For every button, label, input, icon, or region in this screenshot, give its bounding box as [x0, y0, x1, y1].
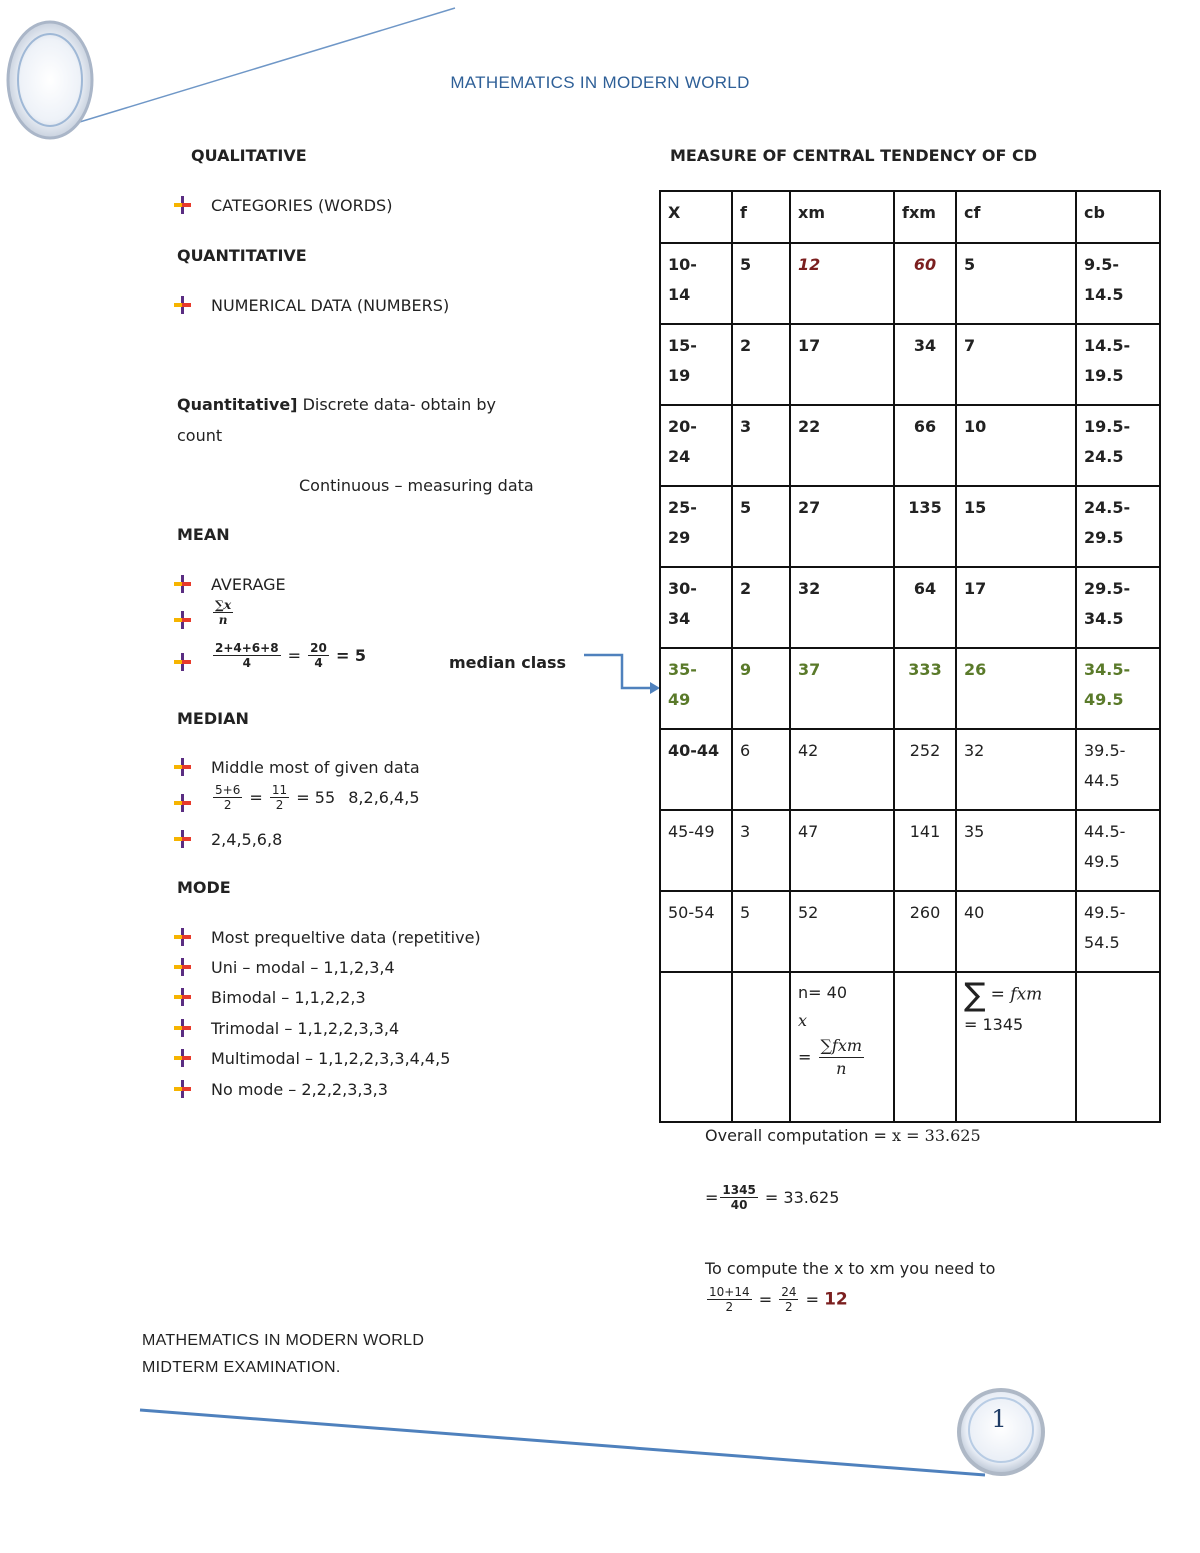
- bullet-icon: [172, 928, 194, 946]
- cell-cf: 15: [956, 486, 1076, 567]
- cell-cf: 5: [956, 243, 1076, 324]
- summary-sum-cell: [956, 972, 1076, 1122]
- bullet-icon: [172, 296, 194, 314]
- median-frac2-den: 2: [275, 798, 284, 812]
- bullet-icon: [172, 1019, 194, 1037]
- footer-line2: MIDTERM EXAMINATION.: [142, 1359, 341, 1376]
- median-class-label: median class: [449, 653, 567, 672]
- table-row: [660, 729, 1160, 810]
- calc-eq: =: [705, 1188, 719, 1207]
- cell-x: 50-54: [660, 891, 732, 972]
- cell-f: 2: [732, 567, 790, 648]
- mean-heading: MEAN: [177, 525, 230, 544]
- cell-f: 9: [732, 648, 790, 729]
- table-row: [660, 243, 1160, 324]
- compute-result: 12: [824, 1289, 848, 1310]
- summary-row: [660, 972, 1160, 1122]
- cell-x: 40-44: [660, 729, 732, 810]
- summary-frac-den: n: [836, 1059, 847, 1078]
- median-data: 8,2,6,4,5: [348, 788, 420, 807]
- table-row: [660, 891, 1160, 972]
- mean-formula-num: ∑x: [215, 598, 232, 612]
- cell-xm: 52: [790, 891, 894, 972]
- column-header: cf: [956, 191, 1076, 243]
- header-title: MATHEMATICS IN MODERN WORLD: [450, 73, 750, 92]
- quantitative-note-text: Discrete data- obtain by: [297, 395, 496, 414]
- cell-fxm: 60: [894, 243, 956, 324]
- cell-cf: 35: [956, 810, 1076, 891]
- bullet-icon: [172, 988, 194, 1006]
- overall-prefix: Overall computation =: [705, 1126, 893, 1145]
- cell-cf: 17: [956, 567, 1076, 648]
- summary-eq: =: [798, 1047, 812, 1067]
- median-frac1-num: 5+6: [215, 783, 241, 797]
- median-frac2-num: 11: [271, 783, 288, 797]
- table-row: [660, 567, 1160, 648]
- cell-cf: 26: [956, 648, 1076, 729]
- cell-f: 5: [732, 486, 790, 567]
- mean-example-num: 2+4+6+8: [215, 641, 279, 655]
- cell-x: 10- 14: [660, 243, 732, 324]
- summary-empty-cell: [1076, 972, 1160, 1122]
- cell-f: 5: [732, 891, 790, 972]
- summary-mean-formula: [798, 1035, 886, 1080]
- bullet-icon: [172, 575, 194, 593]
- continuous-note: Continuous – measuring data: [299, 476, 534, 495]
- median-heading: MEDIAN: [177, 709, 249, 728]
- summary-x: x: [798, 1011, 808, 1030]
- median-class-row: [660, 648, 1160, 729]
- mean-example: $\frac{2+4+6+8}{4}$ = $\frac{20}{4}$ = 5: [215, 641, 367, 670]
- page-number-badge: [955, 1386, 1049, 1480]
- column-header: cb: [1076, 191, 1160, 243]
- mean-example-num2: 20: [310, 641, 327, 655]
- cell-x: 15- 19: [660, 324, 732, 405]
- cell-fxm: 64: [894, 567, 956, 648]
- table-title: MEASURE OF CENTRAL TENDENCY OF CD: [670, 146, 1037, 165]
- cell-f: 5: [732, 243, 790, 324]
- compute-example: $\frac{10+14}{2}$ = $\frac{24}{2}$ = 12: [709, 1285, 848, 1314]
- cell-fxm: 260: [894, 891, 956, 972]
- bullet-icon: [172, 653, 194, 671]
- bullet-icon: [172, 830, 194, 848]
- cell-f: 3: [732, 810, 790, 891]
- cell-fxm: 66: [894, 405, 956, 486]
- quantitative-note-label: Quantitative]: [177, 395, 298, 414]
- mode-item: Uni – modal – 1,1,2,3,4: [211, 958, 395, 977]
- table-row: [660, 324, 1160, 405]
- column-header: xm: [790, 191, 894, 243]
- cell-fxm: 34: [894, 324, 956, 405]
- calc-num: 1345: [722, 1183, 756, 1197]
- cell-xm: 12: [790, 243, 894, 324]
- mode-heading: MODE: [177, 878, 231, 897]
- sigma-icon: ∑: [964, 975, 986, 1014]
- table-row: [660, 486, 1160, 567]
- cell-x: 25- 29: [660, 486, 732, 567]
- summary-sigma-line: [964, 975, 1068, 1014]
- column-header: X: [660, 191, 732, 243]
- compute-num: 10+14: [709, 1285, 750, 1299]
- cell-cf: 7: [956, 324, 1076, 405]
- cell-fxm: 135: [894, 486, 956, 567]
- mode-item: Bimodal – 1,1,2,2,3: [211, 988, 366, 1007]
- bullet-icon: [172, 611, 194, 629]
- cell-cb: 34.5- 49.5: [1076, 648, 1160, 729]
- cell-x: 45-49: [660, 810, 732, 891]
- cell-xm: 42: [790, 729, 894, 810]
- compute-den: 2: [725, 1300, 734, 1314]
- bullet-icon: [172, 196, 194, 214]
- cell-f: 6: [732, 729, 790, 810]
- compute-num2: 24: [781, 1285, 797, 1299]
- median-item: Middle most of given data: [211, 758, 420, 777]
- compute-text: To compute the x to xm you need to: [705, 1259, 996, 1278]
- cell-x: 30- 34: [660, 567, 732, 648]
- mode-item: Most prequeltive data (repetitive): [211, 928, 481, 947]
- cell-xm: 22: [790, 405, 894, 486]
- mean-calculation: [705, 1183, 839, 1212]
- quantitative-heading: QUANTITATIVE: [177, 246, 307, 265]
- overall-math: x = 33.625: [892, 1126, 981, 1145]
- mean-example-den: 4: [242, 656, 251, 670]
- summary-fxm: = fxm: [990, 984, 1043, 1005]
- cell-f: 2: [732, 324, 790, 405]
- cell-x: 20- 24: [660, 405, 732, 486]
- quantitative-note-line2: count: [177, 426, 223, 445]
- cell-x: 35- 49: [660, 648, 732, 729]
- table-row: [660, 405, 1160, 486]
- footer-line1: MATHEMATICS IN MODERN WORLD: [142, 1332, 425, 1349]
- cell-cb: 14.5- 19.5: [1076, 324, 1160, 405]
- calc-result: = 33.625: [764, 1188, 840, 1207]
- median-sorted: 2,4,5,6,8: [211, 830, 283, 849]
- cell-cf: 40: [956, 891, 1076, 972]
- qualitative-item: CATEGORIES (WORDS): [211, 196, 393, 215]
- mode-item: Trimodal – 1,1,2,2,3,3,4: [211, 1019, 400, 1038]
- bullet-icon: [172, 794, 194, 812]
- cell-cb: 39.5- 44.5: [1076, 729, 1160, 810]
- cell-cf: 32: [956, 729, 1076, 810]
- summary-mean-cell: [790, 972, 894, 1122]
- cell-fxm: 252: [894, 729, 956, 810]
- column-header: fxm: [894, 191, 956, 243]
- bullet-icon: [172, 758, 194, 776]
- cell-cb: 19.5- 24.5: [1076, 405, 1160, 486]
- summary-empty-cell: [894, 972, 956, 1122]
- cell-fxm: 333: [894, 648, 956, 729]
- mode-item: No mode – 2,2,2,3,3,3: [211, 1080, 388, 1099]
- page-number: 1: [991, 1405, 1007, 1433]
- median-example: $\frac{5+6}{2}$ = $\frac{11}{2}$ = 55 8,2,6,4,5: [215, 783, 420, 812]
- bullet-icon: [172, 1080, 194, 1098]
- cell-fxm: 141: [894, 810, 956, 891]
- footer-decoration: [135, 1400, 1065, 1490]
- mean-example-den2: 4: [314, 656, 323, 670]
- table-row: [660, 810, 1160, 891]
- compute-den2: 2: [785, 1300, 793, 1314]
- quantitative-item: NUMERICAL DATA (NUMBERS): [211, 296, 450, 315]
- mean-formula-den: n: [218, 613, 228, 627]
- quantitative-note: [177, 395, 496, 414]
- summary-empty-cell: [732, 972, 790, 1122]
- bullet-icon: [172, 958, 194, 976]
- mean-average: AVERAGE: [211, 575, 286, 594]
- median-result: = 55: [296, 788, 336, 807]
- cell-xm: 17: [790, 324, 894, 405]
- summary-total: = 1345: [964, 1014, 1024, 1034]
- cell-cb: 44.5- 49.5: [1076, 810, 1160, 891]
- central-tendency-table: [659, 190, 1161, 1123]
- table-header-row: [660, 191, 1160, 243]
- bullet-icon: [172, 1049, 194, 1067]
- overall-computation: [705, 1126, 981, 1145]
- calc-den: 40: [730, 1198, 748, 1212]
- cell-xm: 27: [790, 486, 894, 567]
- cell-f: 3: [732, 405, 790, 486]
- cell-xm: 47: [790, 810, 894, 891]
- mode-item: Multimodal – 1,1,2,2,3,3,4,4,5: [211, 1049, 451, 1068]
- mean-example-result: = 5: [335, 646, 367, 665]
- cell-cb: 49.5- 54.5: [1076, 891, 1160, 972]
- cell-xm: 37: [790, 648, 894, 729]
- column-header: f: [732, 191, 790, 243]
- summary-empty-cell: [660, 972, 732, 1122]
- qualitative-heading: QUALITATIVE: [191, 146, 307, 165]
- summary-n: n= 40: [798, 983, 847, 1002]
- cell-cb: 9.5- 14.5: [1076, 243, 1160, 324]
- cell-xm: 32: [790, 567, 894, 648]
- cell-cb: 24.5- 29.5: [1076, 486, 1160, 567]
- mean-formula: [211, 598, 235, 627]
- cell-cb: 29.5- 34.5: [1076, 567, 1160, 648]
- summary-frac-num: ∑fxm: [819, 1035, 865, 1058]
- median-frac1-den: 2: [223, 798, 232, 812]
- cell-cf: 10: [956, 405, 1076, 486]
- median-class-arrow-icon: [580, 650, 665, 700]
